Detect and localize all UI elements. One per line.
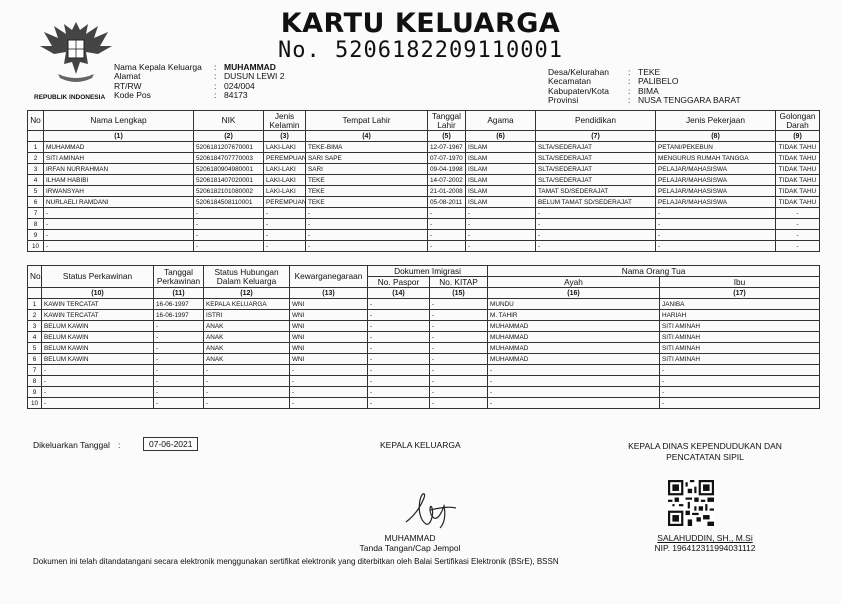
- table-row: [28, 164, 820, 175]
- col-header: Nama Orang Tua: [488, 266, 820, 277]
- table-cell: 05-08-2011: [428, 197, 466, 208]
- issued-label: Dikeluarkan Tanggal: [33, 440, 110, 450]
- table-cell: 9: [28, 230, 44, 241]
- col-header: Jenis Kelamin: [264, 111, 306, 131]
- table-row: [28, 332, 820, 343]
- table-row: [28, 365, 820, 376]
- table-row: [28, 142, 820, 153]
- col-header: No.: [28, 266, 42, 288]
- table-cell: -: [536, 219, 656, 230]
- table-cell: -: [290, 376, 368, 387]
- table-cell: 1: [28, 299, 42, 310]
- table-cell: -: [204, 365, 290, 376]
- table-cell: TIDAK TAHU: [776, 164, 820, 175]
- table-cell: ANAK: [204, 354, 290, 365]
- table-cell: -: [536, 230, 656, 241]
- col-header: Ayah: [488, 277, 660, 288]
- table-cell: -: [204, 398, 290, 409]
- table-cell: SARI SAPE: [306, 153, 428, 164]
- table-cell: -: [428, 230, 466, 241]
- col-header: Golongan Darah: [776, 111, 820, 131]
- head-of-family-title: KEPALA KELUARGA: [380, 440, 461, 450]
- col-header: Pendidikan: [536, 111, 656, 131]
- column-index-row: [28, 288, 820, 299]
- civil-status-table: [27, 265, 820, 409]
- table-cell: -: [428, 208, 466, 219]
- header-label: Desa/Kelurahan: [548, 67, 609, 77]
- table-row: [28, 175, 820, 186]
- col-header: Dokumen Imigrasi: [368, 266, 488, 277]
- table-cell: -: [154, 321, 204, 332]
- table-cell: -: [42, 365, 154, 376]
- table-cell: TIDAK TAHU: [776, 153, 820, 164]
- table-cell: TEKE: [306, 175, 428, 186]
- table-cell: KAWIN TERCATAT: [42, 299, 154, 310]
- table-cell: WNI: [290, 321, 368, 332]
- table-cell: HARIAH: [660, 310, 820, 321]
- table-cell: -: [488, 365, 660, 376]
- table-cell: -: [194, 219, 264, 230]
- head-of-family-value: MUHAMMAD: [224, 62, 276, 72]
- table-cell: ILHAM HABIBI: [44, 175, 194, 186]
- table-cell: -: [368, 310, 430, 321]
- table-cell: -: [44, 208, 194, 219]
- table-cell: SLTA/SEDERAJAT: [536, 175, 656, 186]
- table-cell: -: [368, 376, 430, 387]
- table-cell: SLTA/SEDERAJAT: [536, 142, 656, 153]
- col-header: Kewarganegaraan: [290, 266, 368, 288]
- col-header: No: [28, 111, 44, 131]
- table-cell: JANIBA: [660, 299, 820, 310]
- table-cell: -: [430, 387, 488, 398]
- table-row: [28, 197, 820, 208]
- table-cell: BELUM KAWIN: [42, 332, 154, 343]
- index-cell: (15): [430, 288, 488, 299]
- table-cell: -: [656, 241, 776, 252]
- index-cell: [28, 131, 44, 142]
- table-cell: -: [306, 230, 428, 241]
- garuda-emblem-icon: [36, 16, 116, 86]
- table-cell: -: [264, 208, 306, 219]
- table-cell: MUHAMMAD: [488, 332, 660, 343]
- table-cell: -: [430, 332, 488, 343]
- table-cell: WNI: [290, 343, 368, 354]
- table-cell: BELUM TAMAT SD/SEDERAJAT: [536, 197, 656, 208]
- index-cell: (7): [536, 131, 656, 142]
- table-cell: WNI: [290, 332, 368, 343]
- column-index-row: [28, 131, 820, 142]
- col-header: Nama Lengkap: [44, 111, 194, 131]
- table-cell: TIDAK TAHU: [776, 142, 820, 153]
- table-cell: MUHAMMAD: [488, 343, 660, 354]
- table-row: [28, 398, 820, 409]
- table-cell: TEKE: [306, 197, 428, 208]
- table-cell: WNI: [290, 310, 368, 321]
- table-cell: TIDAK TAHU: [776, 186, 820, 197]
- table-cell: -: [466, 219, 536, 230]
- table-cell: -: [154, 376, 204, 387]
- table-cell: -: [488, 387, 660, 398]
- table-cell: 8: [28, 219, 44, 230]
- header-row-district: Kecamatan : PALIBELO: [548, 76, 679, 87]
- col-header: Agama: [466, 111, 536, 131]
- index-cell: (10): [42, 288, 154, 299]
- family-card-number: No. 5206182209110001: [278, 38, 563, 63]
- index-cell: (6): [466, 131, 536, 142]
- table-cell: 3: [28, 321, 42, 332]
- table-cell: -: [306, 241, 428, 252]
- table-row: [28, 321, 820, 332]
- table-cell: -: [660, 365, 820, 376]
- table-cell: -: [290, 387, 368, 398]
- table-cell: -: [264, 219, 306, 230]
- table-cell: -: [656, 208, 776, 219]
- header-label: Provinsi: [548, 95, 579, 106]
- table-cell: -: [368, 299, 430, 310]
- table-cell: ISTRI: [204, 310, 290, 321]
- table-cell: M. TAHIR: [488, 310, 660, 321]
- table-cell: 4: [28, 332, 42, 343]
- document-title: KARTU KELUARGA: [280, 8, 561, 39]
- table-cell: -: [656, 230, 776, 241]
- table-cell: 8: [28, 376, 42, 387]
- table-cell: PEREMPUAN: [264, 153, 306, 164]
- table-cell: PELAJAR/MAHASISWA: [656, 186, 776, 197]
- table-cell: -: [154, 387, 204, 398]
- table-cell: -: [154, 398, 204, 409]
- table-cell: -: [430, 365, 488, 376]
- table-cell: 9: [28, 387, 42, 398]
- table-cell: 2: [28, 153, 44, 164]
- table-cell: 21-01-2008: [428, 186, 466, 197]
- index-cell: (1): [44, 131, 194, 142]
- table-cell: -: [430, 354, 488, 365]
- table-cell: 2: [28, 310, 42, 321]
- table-row: [28, 241, 820, 252]
- table-cell: 3: [28, 164, 44, 175]
- table-cell: SITI AMINAH: [660, 321, 820, 332]
- table-cell: KEPALA KELUARGA: [204, 299, 290, 310]
- table-cell: -: [466, 241, 536, 252]
- header-label: Alamat: [114, 71, 141, 82]
- table-cell: -: [428, 219, 466, 230]
- table-cell: ISLAM: [466, 175, 536, 186]
- table-cell: -: [430, 398, 488, 409]
- col-header: Status Perkawinan: [42, 266, 154, 288]
- index-cell: (11): [154, 288, 204, 299]
- table-row: [28, 310, 820, 321]
- table-cell: -: [204, 387, 290, 398]
- table-cell: TEKE: [306, 186, 428, 197]
- table-cell: -: [42, 398, 154, 409]
- table-row: [28, 354, 820, 365]
- table-cell: LAKI-LAKI: [264, 164, 306, 175]
- table-cell: -: [660, 376, 820, 387]
- header-right: [548, 68, 741, 106]
- col-header: Jenis Pekerjaan: [656, 111, 776, 131]
- table-cell: NURLAELI RAMDANI: [44, 197, 194, 208]
- header-row-rtrw: RT/RW : 024/004: [114, 80, 255, 91]
- table-cell: -: [430, 376, 488, 387]
- table-cell: LAKI-LAKI: [264, 142, 306, 153]
- table-cell: -: [428, 241, 466, 252]
- table-cell: -: [154, 365, 204, 376]
- table-cell: -: [660, 387, 820, 398]
- table-cell: ANAK: [204, 343, 290, 354]
- table-cell: -: [306, 208, 428, 219]
- table-row: [28, 343, 820, 354]
- issued-date: 07-06-2021: [143, 437, 198, 451]
- index-cell: (14): [368, 288, 430, 299]
- table-cell: -: [194, 230, 264, 241]
- table-cell: ISLAM: [466, 197, 536, 208]
- col-header: Tempat Lahir: [306, 111, 428, 131]
- table-cell: -: [44, 230, 194, 241]
- col-header: No. Paspor: [368, 277, 430, 288]
- table-cell: -: [536, 241, 656, 252]
- table-cell: 09-04-1998: [428, 164, 466, 175]
- official-title-line2: PENCATATAN SIPIL: [666, 452, 744, 462]
- signature-image: [400, 486, 460, 532]
- index-cell: (3): [264, 131, 306, 142]
- table-cell: BELUM KAWIN: [42, 354, 154, 365]
- table-cell: -: [42, 376, 154, 387]
- table-cell: KAWIN TERCATAT: [42, 310, 154, 321]
- table-cell: ISLAM: [466, 186, 536, 197]
- signature-caption: Tanda Tangan/Cap Jempol: [359, 543, 461, 553]
- table-cell: 4: [28, 175, 44, 186]
- rtrw-value: 024/004: [224, 80, 255, 91]
- index-cell: (17): [660, 288, 820, 299]
- header-row-postcode: Kode Pos : 84173: [114, 90, 248, 101]
- table-cell: -: [466, 230, 536, 241]
- table-cell: PELAJAR/MAHASISWA: [656, 175, 776, 186]
- table-cell: MUNDU: [488, 299, 660, 310]
- index-cell: (9): [776, 131, 820, 142]
- family-members-table: [27, 110, 820, 252]
- table-cell: -: [466, 208, 536, 219]
- index-cell: (12): [204, 288, 290, 299]
- header-label: Kecamatan: [548, 76, 591, 87]
- table-cell: -: [660, 398, 820, 409]
- table-cell: PELAJAR/MAHASISWA: [656, 164, 776, 175]
- table-cell: 10: [28, 398, 42, 409]
- table-cell: 14-07-2002: [428, 175, 466, 186]
- index-cell: (16): [488, 288, 660, 299]
- table-cell: PELAJAR/MAHASISWA: [656, 197, 776, 208]
- table-cell: 1: [28, 142, 44, 153]
- table-cell: -: [368, 387, 430, 398]
- table-cell: TIDAK TAHU: [776, 175, 820, 186]
- table-cell: -: [42, 387, 154, 398]
- table-cell: TAMAT SD/SEDERAJAT: [536, 186, 656, 197]
- col-header: Status Hubungan Dalam Keluarga: [204, 266, 290, 288]
- table-row: [28, 230, 820, 241]
- table-cell: BELUM KAWIN: [42, 321, 154, 332]
- header-row-regency: Kabupaten/Kota : BIMA: [548, 85, 659, 96]
- table-row: [28, 208, 820, 219]
- table-cell: 5206181407020001: [194, 175, 264, 186]
- table-cell: -: [776, 241, 820, 252]
- index-cell: (5): [428, 131, 466, 142]
- table-cell: 12-07-1967: [428, 142, 466, 153]
- table-cell: 5: [28, 186, 44, 197]
- table-cell: IRWANSYAH: [44, 186, 194, 197]
- table-cell: -: [430, 299, 488, 310]
- table-cell: 5206180904980001: [194, 164, 264, 175]
- table-cell: ISLAM: [466, 153, 536, 164]
- table-cell: 7: [28, 208, 44, 219]
- table-cell: ISLAM: [466, 164, 536, 175]
- official-nip: NIP. 196412311994031112: [654, 543, 756, 553]
- table-cell: -: [264, 230, 306, 241]
- header-label: Nama Kepala Keluarga: [114, 62, 202, 72]
- official-name: SALAHUDDIN, SH., M.Si: [657, 533, 753, 543]
- table-cell: 10: [28, 241, 44, 252]
- header-label: RT/RW: [114, 80, 142, 91]
- table-cell: WNI: [290, 299, 368, 310]
- electronic-signature-note: Dokumen ini telah ditandatangani secara elektronik menggunakan sertifikat elektronik yang diterbitkan oleh Balai Sertifikasi Elektronik (BSrE), BSSN: [33, 557, 559, 566]
- table-cell: 5206181207670001: [194, 142, 264, 153]
- col-header: Tanggal Perkawinan: [154, 266, 204, 288]
- table-cell: SARI: [306, 164, 428, 175]
- table-cell: WNI: [290, 354, 368, 365]
- table-row: [28, 153, 820, 164]
- table-cell: -: [368, 332, 430, 343]
- district-value: PALIBELO: [638, 76, 679, 87]
- table-cell: MENGURUS RUMAH TANGGA: [656, 153, 776, 164]
- index-cell: (2): [194, 131, 264, 142]
- col-header: NIK: [194, 111, 264, 131]
- table-header-row: [28, 266, 820, 277]
- table-cell: 5206184707770003: [194, 153, 264, 164]
- table-row: [28, 219, 820, 230]
- qr-code-icon: [668, 480, 714, 526]
- table-cell: IRFAN NURRAHMAN: [44, 164, 194, 175]
- table-cell: -: [536, 208, 656, 219]
- table-cell: ANAK: [204, 332, 290, 343]
- table-cell: SITI AMINAH: [44, 153, 194, 164]
- table-cell: -: [290, 398, 368, 409]
- table-cell: MUHAMMAD: [488, 321, 660, 332]
- table-cell: ISLAM: [466, 142, 536, 153]
- table-cell: -: [776, 208, 820, 219]
- table-cell: TIDAK TAHU: [776, 197, 820, 208]
- table-cell: SITI AMINAH: [660, 343, 820, 354]
- table-row: [28, 387, 820, 398]
- index-cell: (4): [306, 131, 428, 142]
- table-cell: MUHAMMAD: [44, 142, 194, 153]
- table-cell: 7: [28, 365, 42, 376]
- table-cell: PETANI/PEKEBUN: [656, 142, 776, 153]
- table-cell: 6: [28, 197, 44, 208]
- table-cell: -: [488, 398, 660, 409]
- table-cell: MUHAMMAD: [488, 354, 660, 365]
- table-cell: -: [488, 376, 660, 387]
- table-row: [28, 186, 820, 197]
- col-header: No. KITAP: [430, 277, 488, 288]
- table-cell: -: [430, 321, 488, 332]
- table-cell: -: [368, 321, 430, 332]
- table-cell: -: [776, 219, 820, 230]
- province-value: NUSA TENGGARA BARAT: [638, 95, 741, 106]
- table-cell: -: [204, 376, 290, 387]
- table-cell: LAKI-LAKI: [264, 186, 306, 197]
- table-cell: -: [306, 219, 428, 230]
- col-header: Tanggal Lahir: [428, 111, 466, 131]
- table-cell: -: [290, 365, 368, 376]
- official-title-line1: KEPALA DINAS KEPENDUDUKAN DAN: [628, 441, 782, 451]
- table-cell: SITI AMINAH: [660, 332, 820, 343]
- table-cell: -: [154, 354, 204, 365]
- table-cell: -: [776, 230, 820, 241]
- table-cell: -: [154, 343, 204, 354]
- header-left: [114, 63, 284, 101]
- table-cell: -: [368, 398, 430, 409]
- col-header: Ibu: [660, 277, 820, 288]
- table-cell: 5206182101080002: [194, 186, 264, 197]
- table-cell: -: [368, 343, 430, 354]
- table-cell: -: [194, 241, 264, 252]
- table-header-row: [28, 111, 820, 131]
- table-cell: -: [430, 343, 488, 354]
- header-label: Kode Pos: [114, 90, 151, 101]
- table-cell: 6: [28, 354, 42, 365]
- address-value: DUSUN LEWI 2: [224, 71, 285, 82]
- table-cell: -: [656, 219, 776, 230]
- header-row-head: Nama Kepala Keluarga : MUHAMMAD: [114, 62, 276, 72]
- table-cell: -: [154, 332, 204, 343]
- table-cell: -: [44, 219, 194, 230]
- table-cell: -: [264, 241, 306, 252]
- table-cell: SLTA/SEDERAJAT: [536, 153, 656, 164]
- table-cell: SLTA/SEDERAJAT: [536, 164, 656, 175]
- regency-value: BIMA: [638, 85, 659, 96]
- table-row: [28, 299, 820, 310]
- table-cell: 07-07-1970: [428, 153, 466, 164]
- emblem-caption: REPUBLIK INDONESIA: [34, 94, 106, 101]
- table-cell: 5: [28, 343, 42, 354]
- table-cell: SITI AMINAH: [660, 354, 820, 365]
- table-cell: LAKI-LAKI: [264, 175, 306, 186]
- table-cell: TEKE-BIMA: [306, 142, 428, 153]
- table-cell: -: [430, 310, 488, 321]
- index-cell: (13): [290, 288, 368, 299]
- table-cell: -: [194, 208, 264, 219]
- header-row-address: Alamat : DUSUN LEWI 2: [114, 71, 285, 82]
- table-cell: PEREMPUAN: [264, 197, 306, 208]
- index-cell: (8): [656, 131, 776, 142]
- header-row-province: Provinsi : NUSA TENGGARA BARAT: [548, 95, 741, 106]
- table-row: [28, 376, 820, 387]
- head-of-family-signature-name: MUHAMMAD: [384, 533, 436, 543]
- village-value: TEKE: [638, 67, 661, 77]
- table-cell: 16-06-1997: [154, 299, 204, 310]
- index-cell: [28, 288, 42, 299]
- header-label: Kabupaten/Kota: [548, 85, 609, 96]
- table-cell: -: [368, 365, 430, 376]
- table-cell: 5206184508110001: [194, 197, 264, 208]
- header-row-village: Desa/Kelurahan : TEKE: [548, 67, 661, 77]
- table-cell: -: [368, 354, 430, 365]
- table-cell: 16-06-1997: [154, 310, 204, 321]
- table-cell: BELUM KAWIN: [42, 343, 154, 354]
- table-cell: -: [44, 241, 194, 252]
- postcode-value: 84173: [224, 90, 248, 101]
- table-cell: ANAK: [204, 321, 290, 332]
